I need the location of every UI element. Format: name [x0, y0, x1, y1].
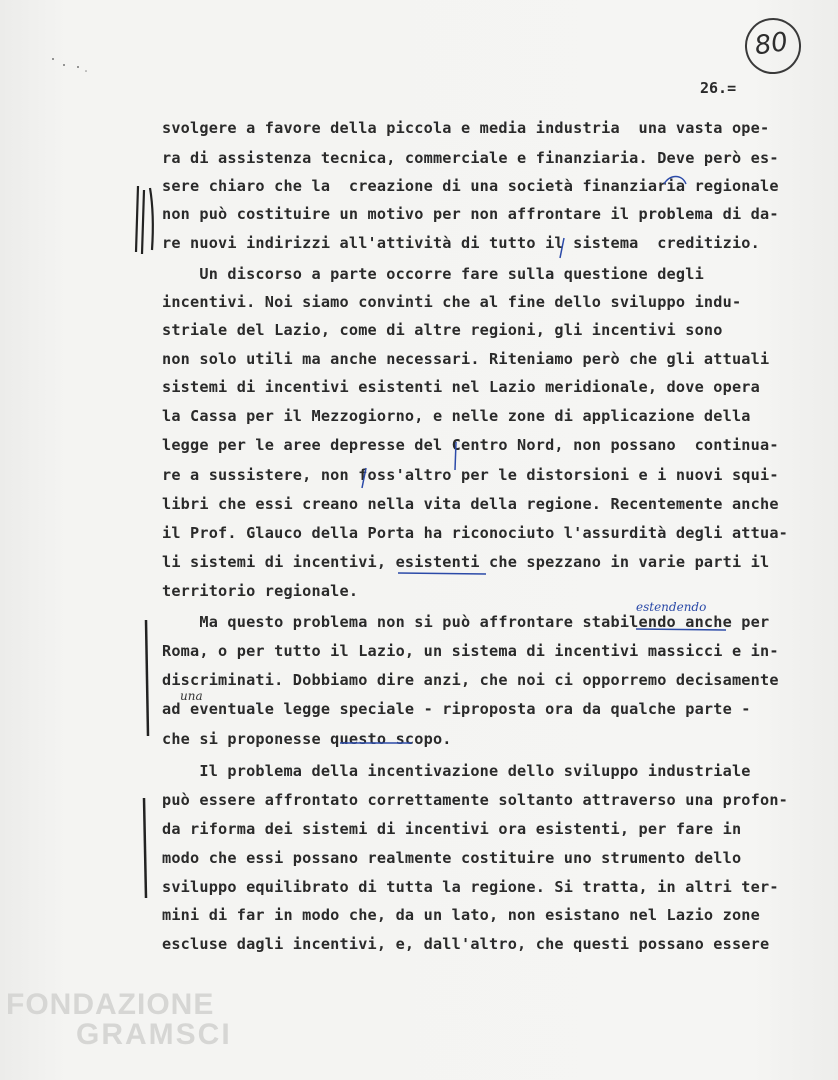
text-line: non può costituire un motivo per non affrontare il problema di da-	[162, 205, 779, 223]
text-line: ra di assistenza tecnica, commerciale e finanziaria. Deve però es-	[162, 149, 779, 167]
text-line: re a sussistere, non foss'altro per le distorsioni e i nuovi squi-	[162, 466, 779, 484]
strikethrough-mark	[398, 570, 488, 578]
text-line: sistemi di incentivi esistenti nel Lazio meridionale, dove opera	[162, 378, 760, 396]
text-line: discriminati. Dobbiamo dire anzi, che noi ci opporremo decisamente	[162, 671, 779, 689]
handwritten-insertion: estendendo	[636, 600, 707, 614]
watermark-line: FONDAZIONE	[6, 988, 215, 1021]
proof-mark-icon	[556, 236, 568, 260]
text-line: sviluppo equilibrato di tutta la regione. Si tratta, in altri ter-	[162, 878, 779, 896]
text-line: Ma questo problema non si può affrontare stabilendo anche per	[162, 613, 770, 631]
margin-bracket-mark	[130, 180, 160, 260]
paper-specks	[50, 55, 90, 79]
text-line: mini di far in modo che, da un lato, non esistano nel Lazio zone	[162, 906, 760, 924]
handwritten-insertion: una	[180, 689, 203, 703]
proof-mark-icon	[450, 440, 462, 474]
strikethrough-mark	[636, 626, 728, 634]
text-line: svolgere a favore della piccola e media industria una vasta ope-	[162, 119, 770, 137]
text-line: il Prof. Glauco della Porta ha riconociuto l'assurdità degli attua-	[162, 524, 789, 542]
text-line: territorio regionale.	[162, 582, 359, 600]
margin-bar-mark	[140, 616, 156, 740]
proof-mark-icon	[660, 170, 690, 192]
text-line: Il problema della incentivazione dello sviluppo industriale	[162, 762, 751, 780]
text-line: Roma, o per tutto il Lazio, un sistema di incentivi massicci e in-	[162, 642, 779, 660]
text-line: può essere affrontato correttamente soltanto attraverso una profon-	[162, 791, 789, 809]
text-line: legge per le aree depresse del Centro Nord, non possano continua-	[162, 436, 779, 454]
watermark-line: GRAMSCI	[76, 1018, 232, 1051]
text-line: modo che essi possano realmente costituire uno strumento dello	[162, 849, 742, 867]
text-line: da riforma dei sistemi di incentivi ora esistenti, per fare in	[162, 820, 742, 838]
text-line: re nuovi indirizzi all'attività di tutto il sistema creditizio.	[162, 234, 760, 252]
text-line: che si proponesse questo scopo.	[162, 730, 452, 748]
page-number: 26.=	[700, 79, 737, 97]
text-line: libri che essi creano nella vita della regione. Recentemente anche	[162, 495, 779, 513]
fondazione-gramsci-watermark	[6, 990, 232, 1050]
text-line: ad eventuale legge speciale - riproposta ora da qualche parte -	[162, 700, 751, 718]
text-line: escluse dagli incentivi, e, dall'altro, che questi possano essere	[162, 935, 770, 953]
text-line: la Cassa per il Mezzogiorno, e nelle zone di applicazione della	[162, 407, 751, 425]
strikethrough-mark	[340, 740, 414, 748]
text-line: li sistemi di incentivi, esistenti che spezzano in varie parti il	[162, 553, 770, 571]
text-line: non solo utili ma anche necessari. Riteniamo però che gli attuali	[162, 350, 770, 368]
text-line: striale del Lazio, come di altre regioni, gli incentivi sono	[162, 321, 723, 339]
text-line: incentivi. Noi siamo convinti che al fine dello sviluppo indu-	[162, 293, 742, 311]
text-line: Un discorso a parte occorre fare sulla questione degli	[162, 265, 704, 283]
text-line: sere chiaro che la creazione di una società finanziaria regionale	[162, 177, 779, 195]
proof-mark-icon	[358, 466, 370, 490]
circled-number: 80	[752, 27, 790, 62]
archive-page-number-circle	[741, 14, 804, 77]
margin-bar-mark	[138, 794, 154, 904]
